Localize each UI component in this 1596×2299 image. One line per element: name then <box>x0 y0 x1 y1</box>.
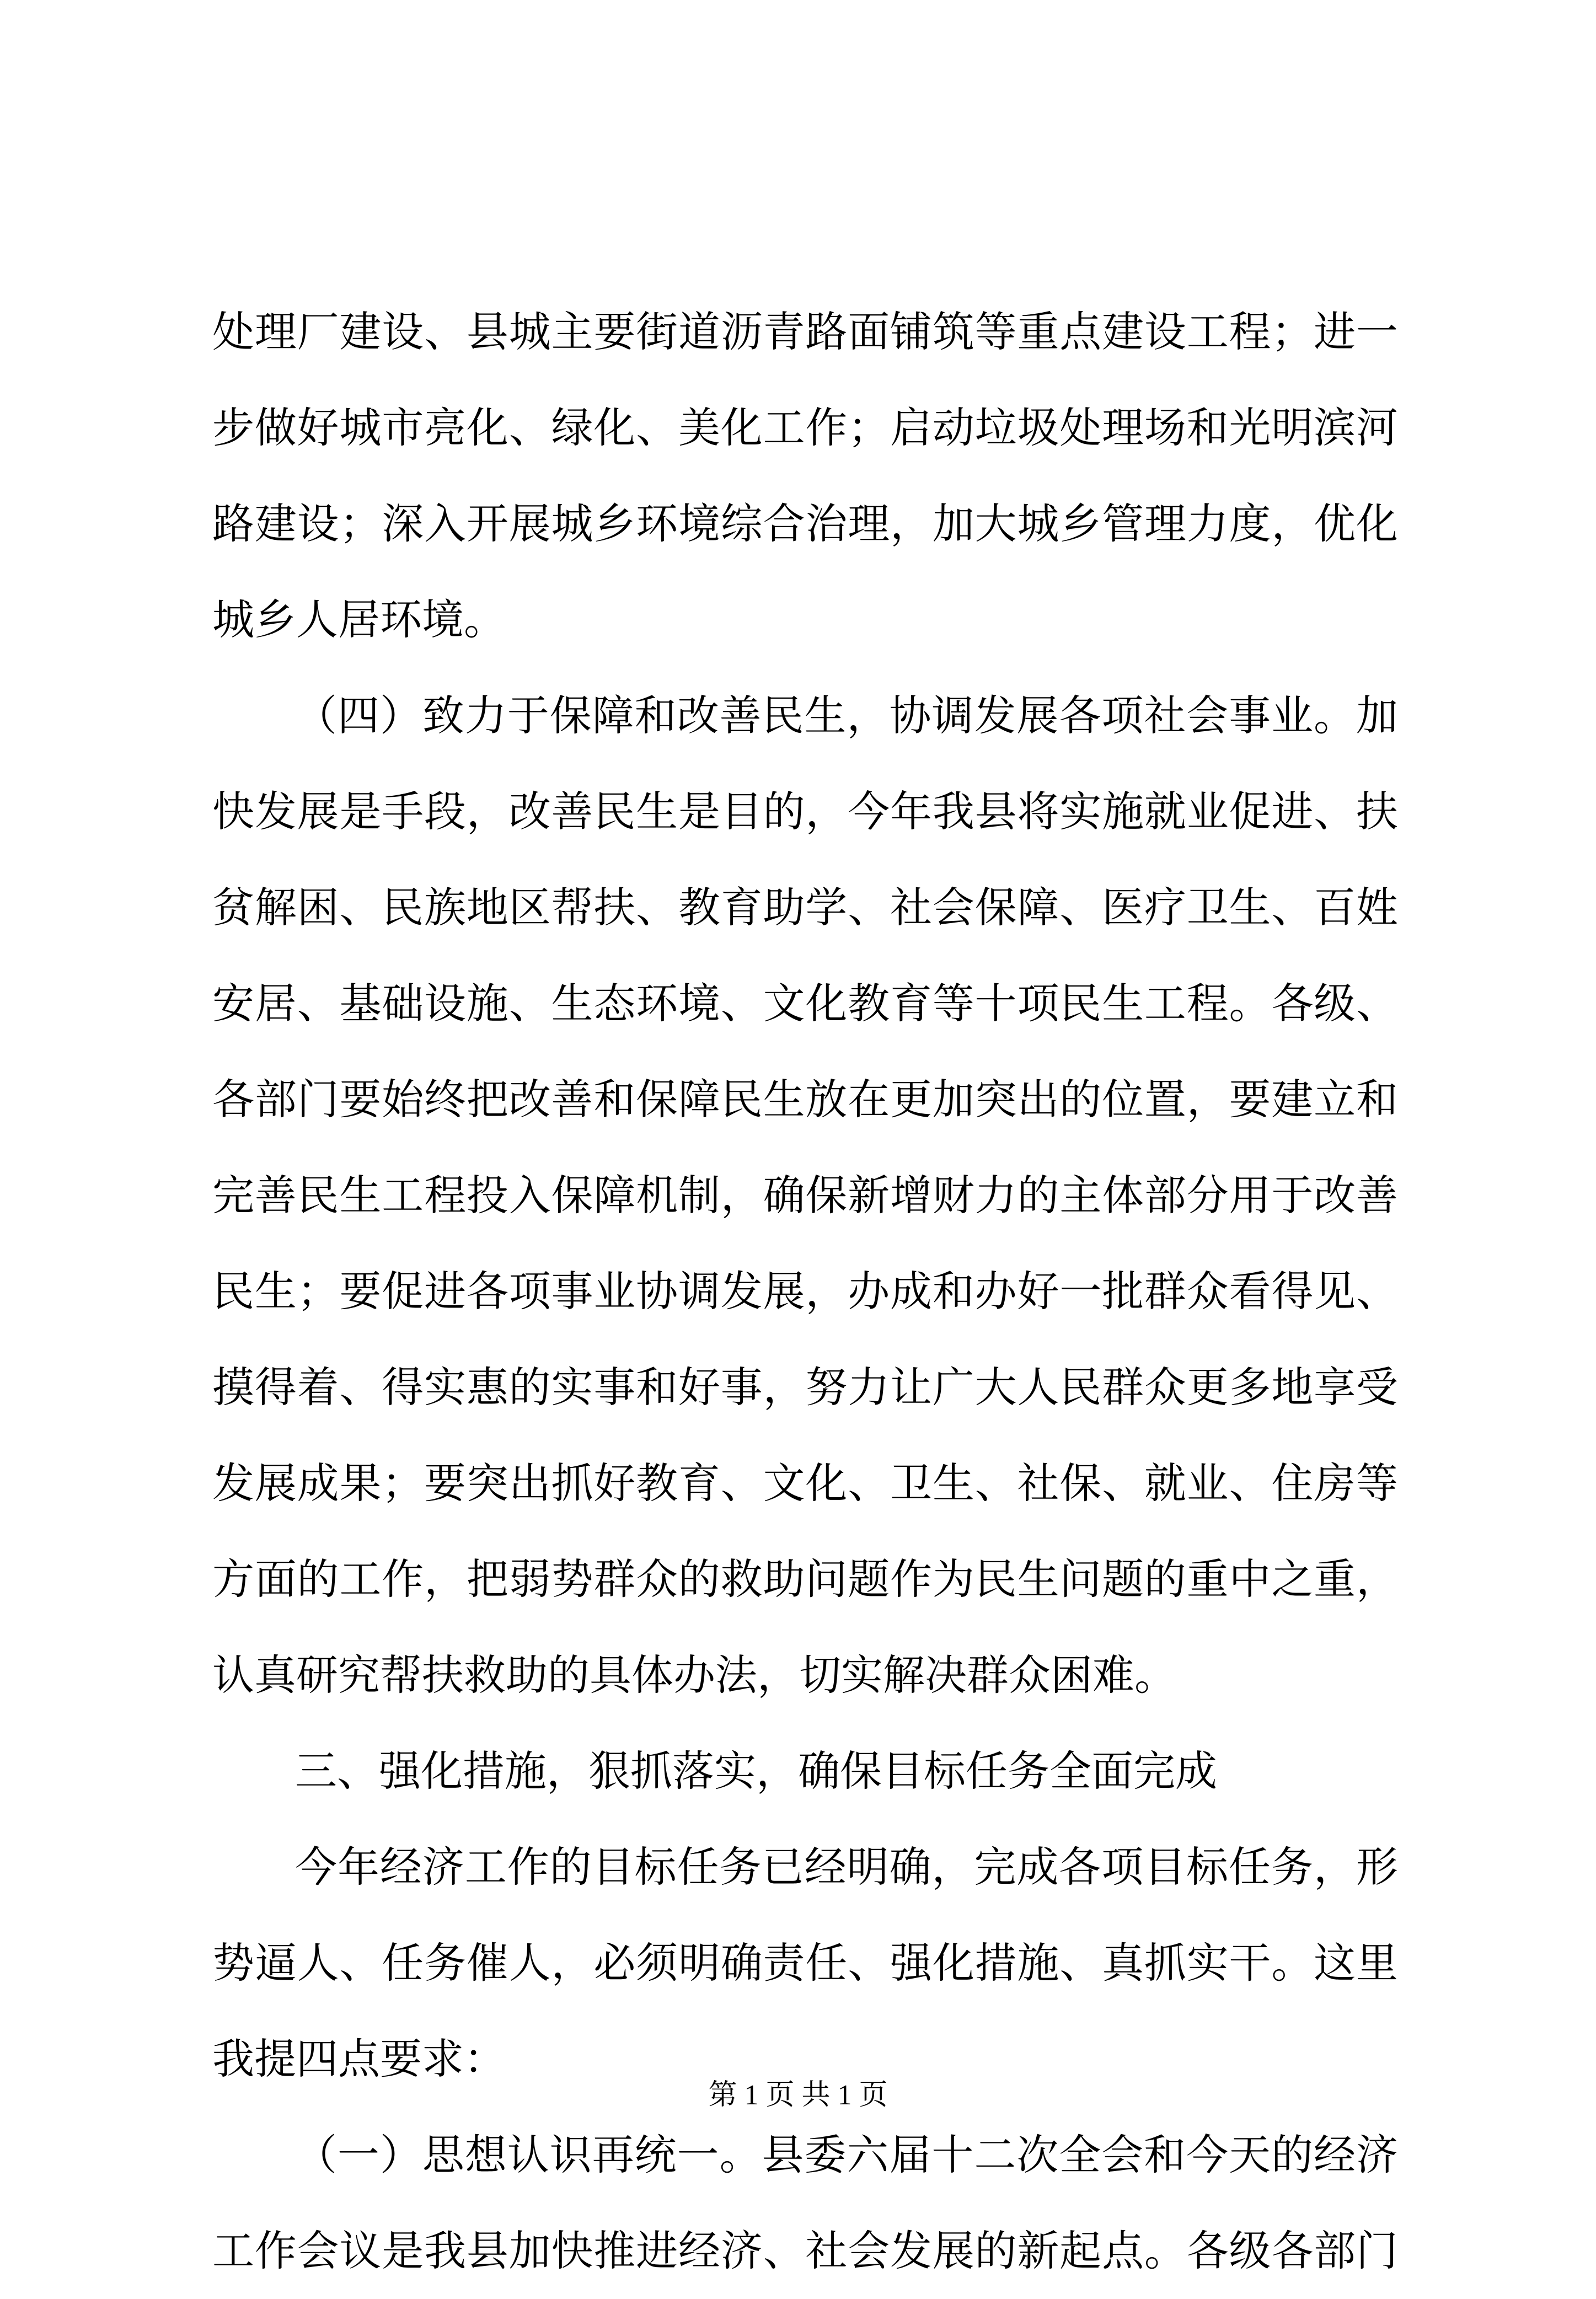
text-line: 完善民生工程投入保障机制，确保新增财力的主体部分用于改善 <box>212 1171 1398 1220</box>
text-line: 城乡人居环境。 <box>212 595 506 644</box>
text-line: 贫解困、民族地区帮扶、教育助学、社会保障、医疗卫生、百姓 <box>212 883 1398 932</box>
section-heading-line: （四）致力于保障和改善民生，协调发展各项社会事业。加 <box>295 691 1398 740</box>
text-line: 今年经济工作的目标任务已经明确，完成各项目标任务，形 <box>295 1842 1398 1891</box>
text-line: 步做好城市亮化、绿化、美化工作；启动垃圾处理场和光明滨河 <box>212 403 1398 452</box>
text-line: 发展成果；要突出抓好教育、文化、卫生、社保、就业、住房等 <box>212 1459 1398 1508</box>
text-line: 各部门要始终把改善和保障民生放在更加突出的位置，要建立和 <box>212 1075 1398 1124</box>
text-line: 安居、基础设施、生态环境、文化教育等十项民生工程。各级、 <box>212 979 1398 1028</box>
text-line: 处理厂建设、县城主要街道沥青路面铺筑等重点建设工程；进一 <box>212 307 1398 356</box>
text-line: 方面的工作，把弱势群众的救助问题作为民生问题的重中之重， <box>212 1555 1398 1604</box>
text-line: 势逼人、任务催人，必须明确责任、强化措施、真抓实干。这里 <box>212 1938 1398 1987</box>
text-line: 工作会议是我县加快推进经济、社会发展的新起点。各级各部门 <box>212 2226 1398 2275</box>
section-heading-line: （一）思想认识再统一。县委六届十二次全会和今天的经济 <box>295 2130 1398 2179</box>
text-line: 快发展是手段，改善民生是目的，今年我县将实施就业促进、扶 <box>212 787 1398 836</box>
section-heading: 三、强化措施，狠抓落实，确保目标任务全面完成 <box>295 1746 1217 1796</box>
text-line: 我提四点要求： <box>212 2034 506 2083</box>
text-line: 民生；要促进各项事业协调发展，办成和办好一批群众看得见、 <box>212 1267 1398 1316</box>
document-body <box>212 284 1398 2299</box>
text-line: 路建设；深入开展城乡环境综合治理，加大城乡管理力度，优化 <box>212 499 1398 548</box>
page-number-footer: 第 1 页 共 1 页 <box>708 2080 888 2111</box>
text-line: 认真研究帮扶救助的具体办法，切实解决群众困难。 <box>212 1650 1176 1700</box>
text-line: 摸得着、得实惠的实事和好事，努力让广大人民群众更多地享受 <box>212 1363 1398 1412</box>
